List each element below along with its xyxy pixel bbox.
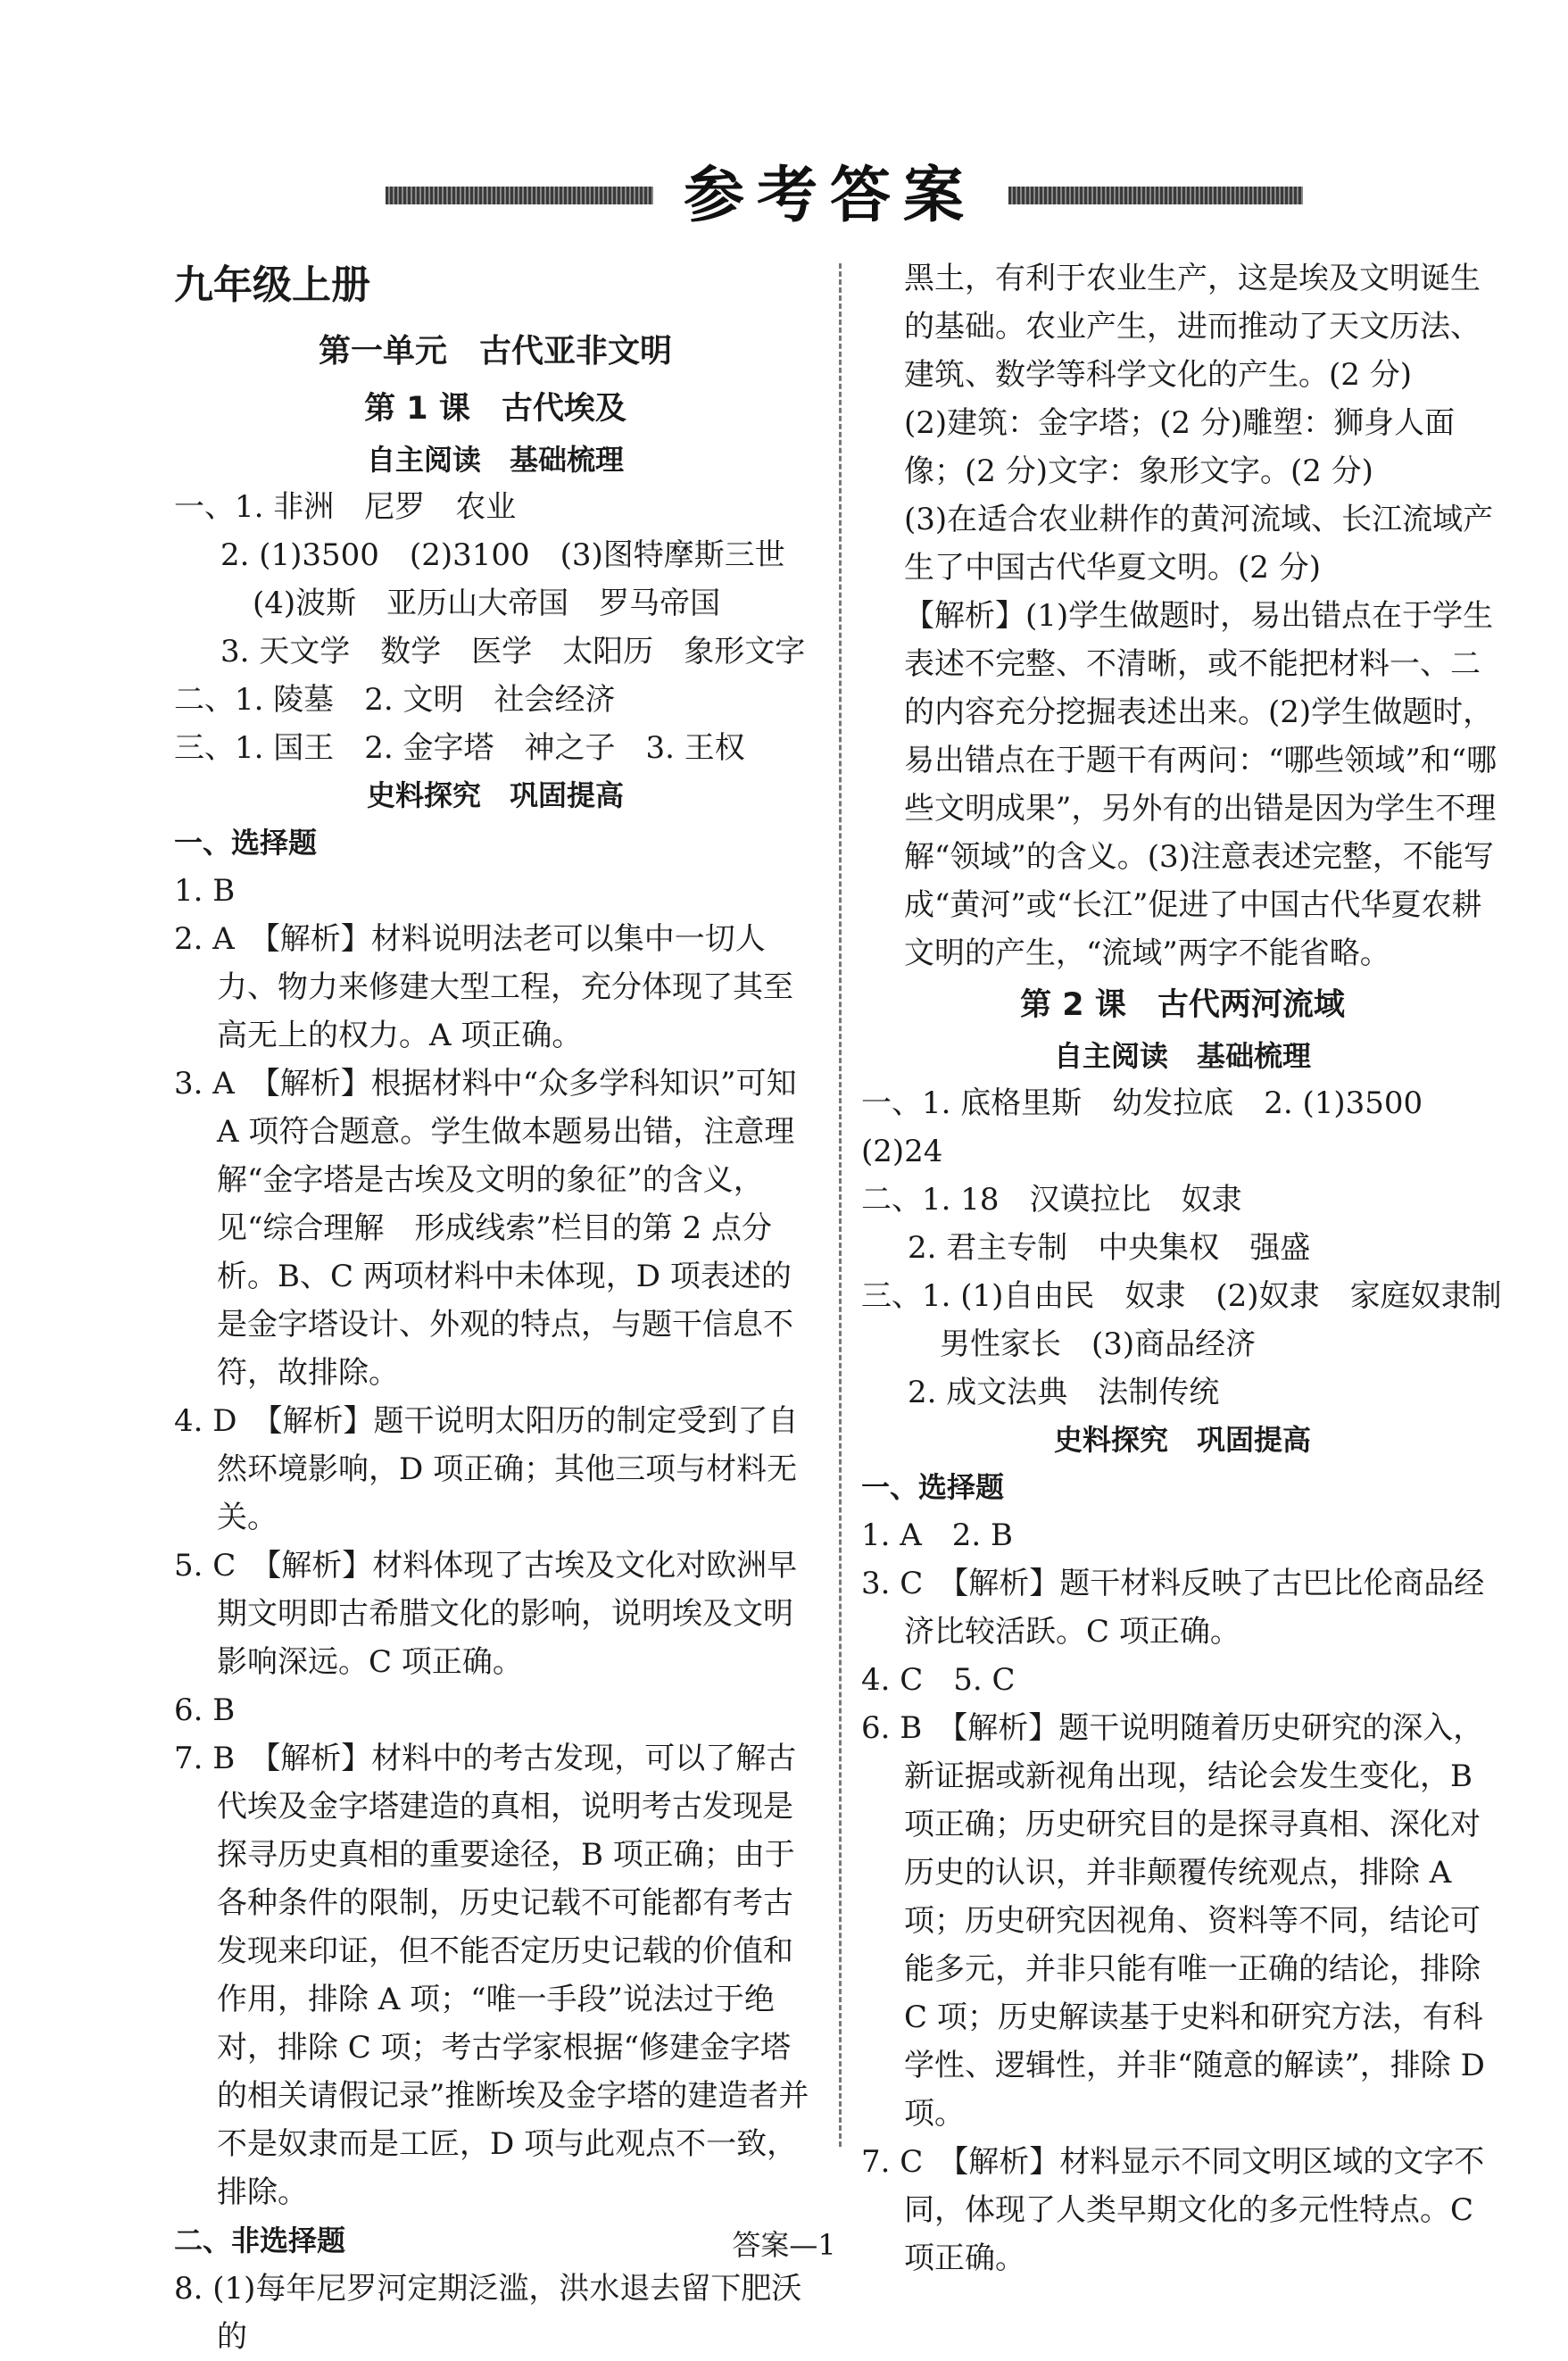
answer-item: 1. A 2. B bbox=[861, 1517, 1014, 1553]
unit-heading: 第一单元 古代亚非文明 bbox=[318, 333, 672, 370]
answer-line: 2. 成文法典 法制传统 bbox=[908, 1375, 1220, 1410]
header-rule-right bbox=[1008, 187, 1303, 204]
answer-item: 4. C 5. C bbox=[861, 1662, 1016, 1698]
lesson-heading: 第 2 课 古代两河流域 bbox=[1020, 987, 1345, 1023]
answer-item: 7. C 【解析】材料显示不同文明区域的文字不同，体现了人类早期文化的多元性特点。C 项正确。 bbox=[861, 2144, 1485, 2276]
column-divider bbox=[839, 263, 842, 2147]
left-column bbox=[174, 254, 817, 2361]
answer-line: 二、1. 18 汉谟拉比 奴隶 bbox=[861, 1182, 1242, 1218]
answer-item: 6. B bbox=[174, 1692, 236, 1728]
answer-item: 3. C 【解析】题干材料反映了古巴比伦商品经济比较活跃。C 项正确。 bbox=[861, 1566, 1485, 1650]
page-number: 答案—1 bbox=[732, 2228, 836, 2262]
answer-item: 6. B 【解析】题干说明随着历史研究的深入，新证据或新视角出现，结论会发生变化，B 项正确；历史研究目的是探寻真相、深化对历史的认识，并非颠覆传统观点，排除 A 项；历史研究因视角、资料等不同，结论可能多元，并非只能有唯一正确的结论，排除 C 项；历史解读基于史料和研究方法，有科学性、逻辑性，并非“随意的解读”，排除 D 项。 bbox=[861, 1710, 1485, 2132]
answer-line: 一、1. 非洲 尼罗 农业 bbox=[174, 489, 517, 525]
page-title: 参考答案 bbox=[683, 161, 976, 231]
answer-line: 2. (1)3500 (2)3100 (3)图特摩斯三世 bbox=[220, 537, 785, 573]
answer-line: (4)波斯 亚历山大帝国 罗马帝国 bbox=[253, 586, 721, 621]
page-header bbox=[0, 147, 1568, 245]
answer-line: 2. 君主专制 中央集权 强盛 bbox=[908, 1230, 1311, 1266]
section-subheading: 自主阅读 基础梳理 bbox=[366, 443, 624, 477]
lesson-heading: 第 1 课 古代埃及 bbox=[364, 391, 626, 427]
answer-item: 3. A 【解析】根据材料中“众多学科知识”可知 A 项符合题意。学生做本题易出错，注意理解“金字塔是古埃及文明的象征”的含义，见“综合理解 形成线索”栏目的第 2 点分析。B、C 两项材料中未体现，D 项表述的是金字塔设计、外观的特点，与题干信息不符，故排除。 bbox=[174, 1066, 797, 1391]
answer-analysis: 【解析】(1)学生做题时，易出错点在于学生表述不完整、不清晰，或不能把材料一、二的内容充分挖掘表述出来。(2)学生做题时，易出错点在于题干有两问：“哪些领域”和“哪些文明成果”，另外有的出错是因为学生不理解“领域”的含义。(3)注意表述完整，不能写成“黄河”或“长江”促进了中国古代华夏农耕文明的产生，“流域”两字不能省略。 bbox=[904, 598, 1497, 971]
answer-continuation: 黑土，有利于农业生产，这是埃及文明诞生的基础。农业产生，进而推动了天文历法、建筑、数学等科学文化的产生。(2 分) bbox=[904, 261, 1481, 393]
answer-line: 二、1. 陵墓 2. 文明 社会经济 bbox=[174, 682, 616, 718]
answer-continuation: (2)建筑：金字塔；(2 分)雕塑：狮身人面像；(2 分)文字：象形文字。(2 分) bbox=[904, 405, 1456, 489]
answer-item: 8. (1)每年尼罗河定期泛滥，洪水退去留下肥沃的 bbox=[174, 2271, 802, 2355]
answer-item: 4. D 【解析】题干说明太阳历的制定受到了自然环境影响，D 项正确；其他三项与材料无关。 bbox=[174, 1403, 799, 1535]
answer-item: 2. A 【解析】材料说明法老可以集中一切人力、物力来修建大型工程，充分体现了其至高无上的权力。A 项正确。 bbox=[174, 921, 793, 1053]
answer-line: 一、1. 底格里斯 幼发拉底 2. (1)3500 (2)24 bbox=[861, 1085, 1454, 1169]
answer-item: 7. B 【解析】材料中的考古发现，可以了解古代埃及金字塔建造的真相，说明考古发现是探寻历史真相的重要途径，B 项正确；由于各种条件的限制，历史记载不可能都有考古发现来印证，但不能否定历史记载的价值和作用，排除 A 项；“唯一手段”说法过于绝对，排除 C 项；考古学家根据“修建金字塔的相关请假记录”推断埃及金字塔的建造者并不是奴隶而是工匠，D 项与此观点不一致，排除。 bbox=[174, 1741, 809, 2210]
answer-line: 三、1. (1)自由民 奴隶 (2)奴隶 家庭奴隶制 bbox=[861, 1278, 1502, 1314]
section-subheading: 史料探究 巩固提高 bbox=[366, 778, 624, 812]
answer-line: 三、1. 国王 2. 金字塔 神之子 3. 王权 bbox=[174, 730, 745, 766]
answer-line: 3. 天文学 数学 医学 太阳历 象形文字 bbox=[220, 634, 806, 669]
answer-line: 男性家长 (3)商品经济 bbox=[940, 1326, 1257, 1362]
question-type-heading: 一、选择题 bbox=[174, 826, 318, 860]
answer-item: 1. B bbox=[174, 873, 236, 909]
section-subheading: 史料探究 巩固提高 bbox=[1053, 1423, 1311, 1457]
answer-continuation: (3)在适合农业耕作的黄河流域、长江流域产生了中国古代华夏文明。(2 分) bbox=[904, 502, 1494, 586]
section-subheading: 自主阅读 基础梳理 bbox=[1053, 1039, 1311, 1073]
right-column bbox=[861, 254, 1504, 2282]
grade-heading: 九年级上册 bbox=[174, 262, 370, 308]
question-type-heading: 一、选择题 bbox=[861, 1470, 1005, 1504]
header-rule-left bbox=[386, 187, 653, 204]
question-type-heading: 二、非选择题 bbox=[174, 2224, 346, 2257]
answer-item: 5. C 【解析】材料体现了古埃及文化对欧洲早期文明即古希腊文化的影响，说明埃及文明影响深远。C 项正确。 bbox=[174, 1548, 798, 1680]
